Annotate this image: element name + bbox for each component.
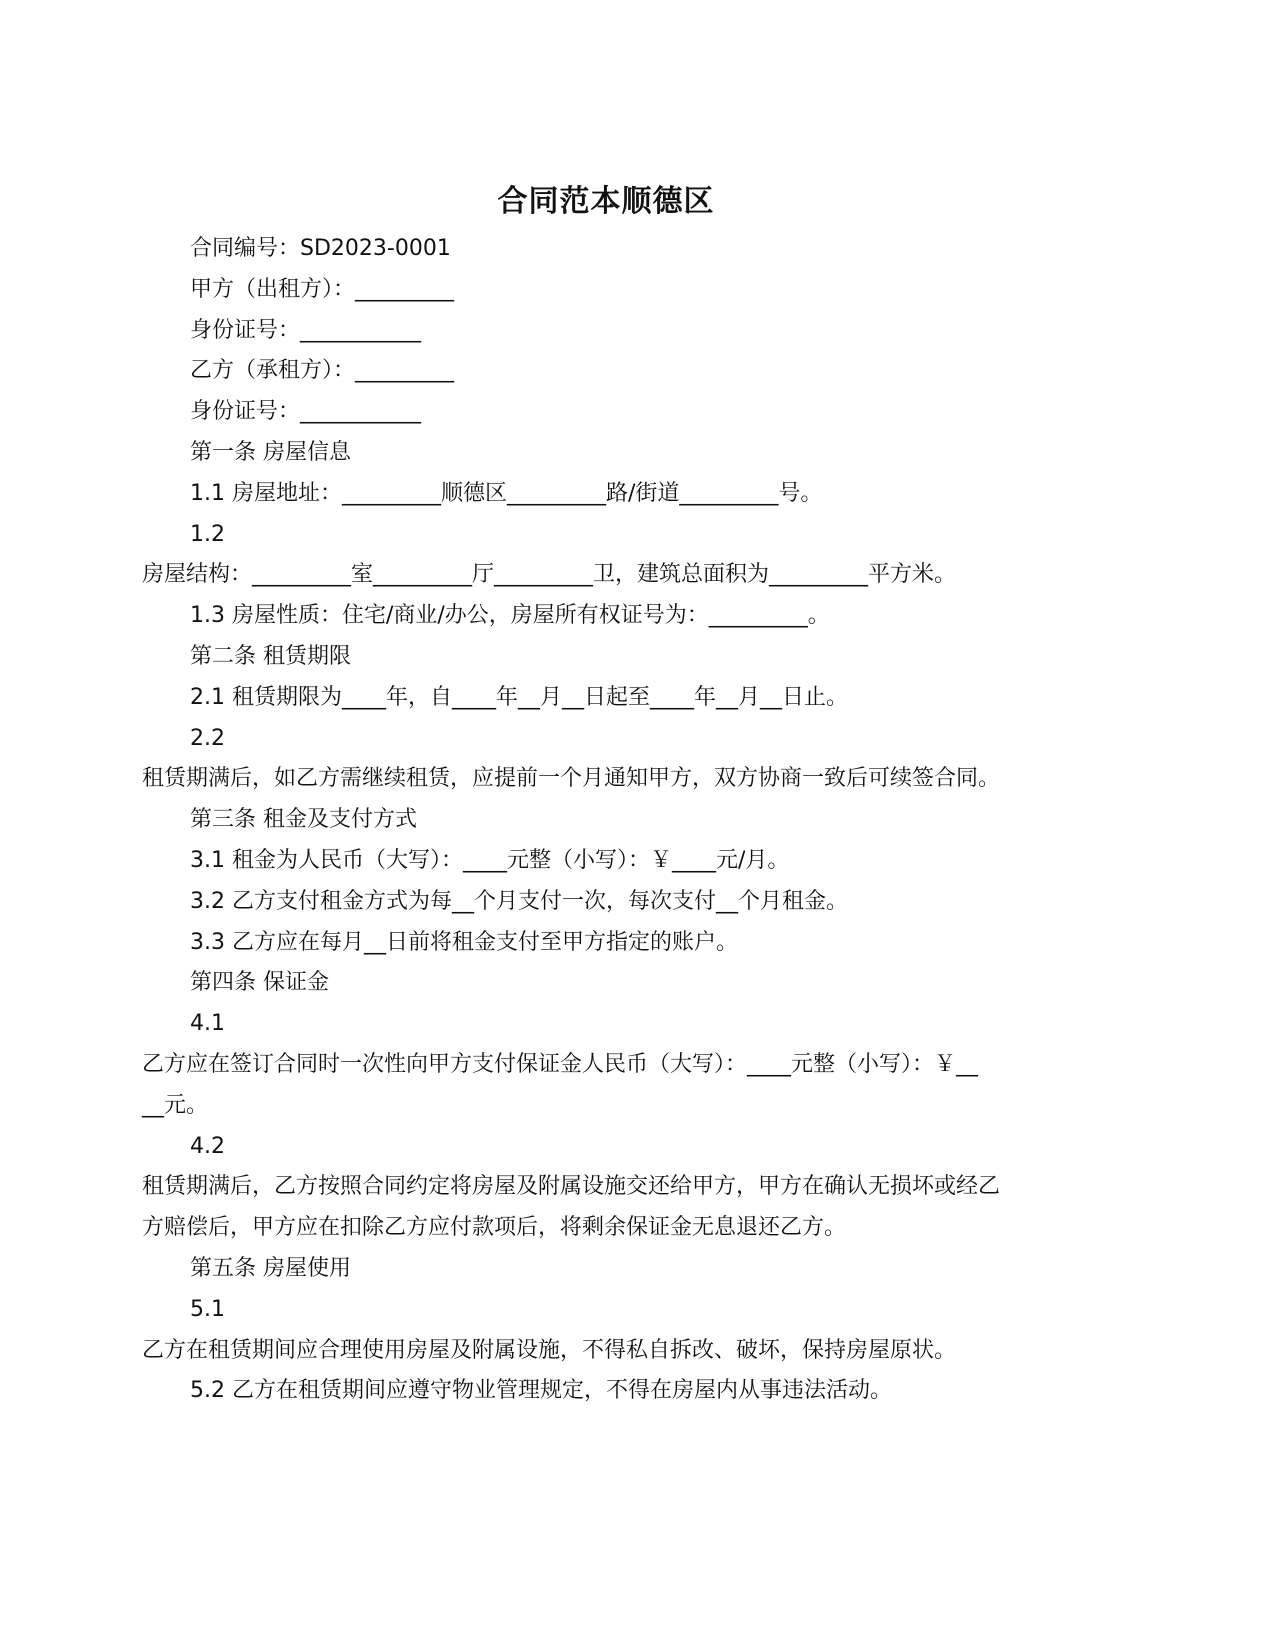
section-heading: 第四条 保证金 — [190, 970, 329, 996]
clause: 3.3 乙方应在每月__日前将租金支付至甲方指定的账户。 — [190, 929, 738, 955]
section-heading: 第二条 租赁期限 — [190, 643, 351, 669]
section-heading: 第一条 房屋信息 — [190, 439, 351, 465]
clause-number: 1.2 — [190, 521, 225, 547]
clause: 1.3 房屋性质：住宅/商业/办公，房屋所有权证号为：_________。 — [190, 603, 830, 629]
clause-text: 租赁期满后，如乙方需继续租赁，应提前一个月通知甲方，双方协商一致后可续签合同。 — [142, 766, 1001, 792]
clause-text: 租赁期满后，乙方按照合同约定将房屋及附属设施交还给甲方，甲方在确认无损坏或经乙 — [142, 1174, 1001, 1200]
clause-number: 2.2 — [190, 725, 225, 751]
party-a: 甲方（出租方）：_________ — [190, 276, 455, 302]
clause-text: 房屋结构：_________室_________厅_________卫，建筑总面积为_________平方米。 — [142, 562, 957, 588]
clause-number: 4.1 — [190, 1011, 225, 1037]
section-heading: 第五条 房屋使用 — [190, 1255, 351, 1281]
contract-number: 合同编号：SD2023-0001 — [190, 236, 451, 261]
section-heading: 第三条 租金及支付方式 — [190, 807, 417, 833]
clause: 1.1 房屋地址：_________顺德区_________路/街道_________号。 — [190, 480, 823, 506]
clause-text: __元。 — [142, 1092, 209, 1118]
clause: 3.2 乙方支付租金方式为每__个月支付一次，每次支付__个月租金。 — [190, 888, 848, 914]
party-a-id: 身份证号：___________ — [190, 317, 422, 343]
clause: 3.1 租金为人民币（大写）：____元整（小写）：￥____元/月。 — [190, 847, 790, 873]
clause-number: 5.1 — [190, 1296, 225, 1322]
clause-number: 4.2 — [190, 1133, 225, 1159]
clause-text: 乙方在租赁期间应合理使用房屋及附属设施，不得私自拆改、破坏，保持房屋原状。 — [142, 1337, 957, 1363]
document-title: 合同范本顺德区 — [497, 184, 715, 219]
clause-text: 方赔偿后，甲方应在扣除乙方应付款项后，将剩余保证金无息退还乙方。 — [142, 1215, 847, 1241]
party-b: 乙方（承租方）：_________ — [190, 358, 455, 384]
clause: 5.2 乙方在租赁期间应遵守物业管理规定，不得在房屋内从事违法活动。 — [190, 1378, 892, 1404]
clause-text: 乙方应在签订合同时一次性向甲方支付保证金人民币（大写）：____元整（小写）：￥__ — [142, 1051, 979, 1077]
party-b-id: 身份证号：___________ — [190, 399, 422, 425]
document-body — [142, 229, 1082, 1412]
clause: 2.1 租赁期限为____年，自____年__月__日起至____年__月__日止。 — [190, 684, 848, 710]
